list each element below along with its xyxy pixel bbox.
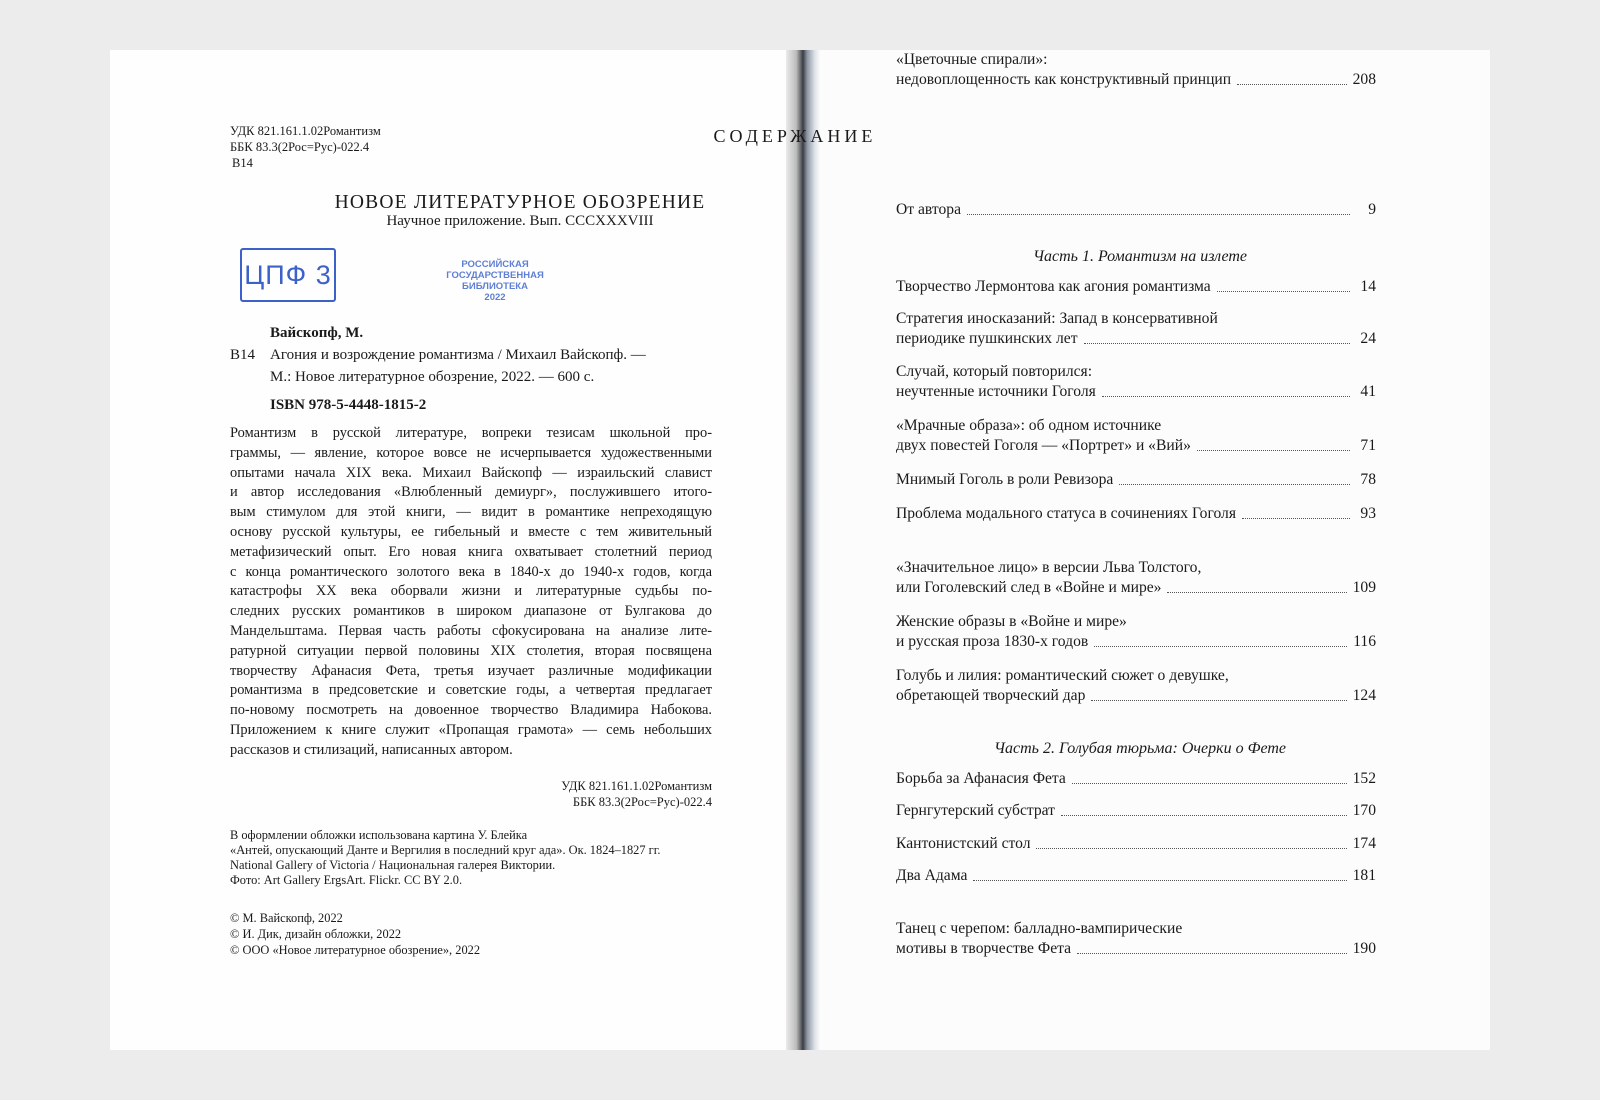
toc-page-number: 170 <box>1352 802 1376 819</box>
udk-code: УДК 821.161.1.02Романтизм <box>230 124 381 138</box>
toc-entry-title: Стратегия иносказаний: Запад в консервативной <box>896 310 1218 327</box>
author-sign: В14 <box>232 156 253 170</box>
toc-page-number: 190 <box>1352 940 1376 957</box>
toc-entry[interactable] <box>896 416 1376 456</box>
author-heading: Вайскопф, М. <box>270 325 364 341</box>
series-line: Научное приложение. Вып. CCCXXXVIII <box>386 213 654 229</box>
abstract-line: по-новому посмотреть на довоенное творчество Владимира Набокова. <box>230 702 712 719</box>
toc-entry-title: Мнимый Гоголь в роли Ревизора <box>896 471 1114 488</box>
toc-page-number: 174 <box>1352 835 1376 852</box>
abstract-line: Приложением к книге служит «Пропащая грамота» — семь небольших <box>230 721 712 738</box>
toc-leader-dots <box>1242 517 1350 519</box>
toc-leader-dots <box>1237 83 1346 85</box>
credit-line: В оформлении обложки использована картина У. Блейка <box>230 828 528 842</box>
credit-line: «Антей, опускающий Данте и Вергилия в последний круг ада». Ок. 1824–1827 гг. <box>230 843 661 857</box>
udk-code: УДК 821.161.1.02Романтизм <box>561 779 712 793</box>
toc-entry[interactable] <box>896 200 1376 220</box>
abstract-line: ратурной ситуации первой половины XIX столетия, вторая посвящена <box>230 642 712 659</box>
toc-entry[interactable] <box>896 769 1376 789</box>
toc-entry-title: От автора <box>896 201 961 218</box>
toc-entry[interactable] <box>896 919 1376 959</box>
toc-entry-title: Творчество Лермонтова как агония романтизма <box>896 278 1211 295</box>
toc-leader-dots <box>1077 952 1347 954</box>
toc-page-number: 41 <box>1360 383 1376 400</box>
cover-credits <box>230 828 661 888</box>
toc-page-number: 71 <box>1360 437 1376 454</box>
toc-entry-title: и русская проза 1830-х годов <box>896 633 1089 650</box>
toc-leader-dots <box>1217 290 1350 292</box>
isbn: ISBN 978-5-4448-1815-2 <box>270 397 427 413</box>
toc-entry-title: периодике пушкинских лет <box>896 330 1078 347</box>
bib-codes-bottom <box>510 778 712 810</box>
toc-leader-dots <box>967 213 1350 215</box>
abstract-line: метафизический опыт. Его новая книга охватывает столетний период <box>230 543 712 560</box>
toc-entry-title: мотивы в творчестве Фета <box>896 940 1072 957</box>
toc-entry[interactable] <box>896 612 1376 652</box>
toc-leader-dots <box>1119 483 1350 485</box>
publisher-title: НОВОЕ ЛИТЕРАТУРНОЕ ОБОЗРЕНИЕ <box>334 192 706 213</box>
toc-leader-dots <box>1072 782 1347 784</box>
abstract-line: вым стимулом для этой книги, — видит в романтике непреходящую <box>230 504 712 521</box>
abstract-line: катастрофы XX века оборвали жизни и литературные судьбы по- <box>230 583 712 600</box>
library-code-stamp: ЦПФ 3 <box>240 248 336 302</box>
toc-leader-dots <box>1084 342 1350 344</box>
toc-entry[interactable] <box>896 558 1376 598</box>
abstract-line: Романтизм в русской литературе, вопреки тезисам школьной про- <box>230 425 712 441</box>
toc-entry[interactable] <box>896 362 1376 402</box>
abstract-line: творчеству Афанасия Фета, третья изучает различные модификации <box>230 662 712 679</box>
rsl-stamp-line: ГОСУДАРСТВЕННАЯ <box>446 270 544 281</box>
abstract-line: и автор исследования «Влюбленный демиург», послужившего итого- <box>230 484 712 501</box>
toc-title: СОДЕРЖАНИЕ <box>713 126 877 146</box>
copyright-block <box>230 910 480 958</box>
toc-leader-dots <box>1197 449 1350 451</box>
abstract-line: следних русских романтиков в широком диапазоне от Булгакова до <box>230 603 712 620</box>
toc-part-heading: Часть 1. Романтизм на излете <box>1032 248 1247 265</box>
toc-entry-title: неучтенные источники Гоголя <box>896 383 1096 400</box>
toc-entry-title: «Мрачные образа»: об одном источнике <box>896 417 1162 434</box>
toc-entry-title: Кантонистский стол <box>896 835 1031 852</box>
toc-entry[interactable] <box>896 470 1376 490</box>
abstract-line: основу русской культуры, ее гибельный и вместе с тем живительный <box>230 523 712 540</box>
toc-entry-title: обретающей творческий дар <box>896 687 1086 704</box>
toc-entry[interactable] <box>896 504 1376 524</box>
toc-entry-title: или Гоголевский след в «Войне и мире» <box>896 579 1162 596</box>
toc-page-number: 124 <box>1352 687 1376 704</box>
abstract-line: рассказов и стилизаций, написанных автором. <box>230 741 513 758</box>
abstract-line: с конца романтического золотого века в 1840-х до 1940-х годов, когда <box>230 563 712 580</box>
toc-leader-dots <box>1091 699 1346 701</box>
toc-leader-dots <box>1061 814 1347 816</box>
toc-entry-title: недовоплощенность как конструктивный принцип <box>896 71 1232 88</box>
rsl-stamp <box>430 259 560 303</box>
toc-page-number: 152 <box>1352 770 1376 787</box>
toc-entry-title: Женские образы в «Войне и мире» <box>896 613 1127 630</box>
toc-entry[interactable] <box>896 277 1376 297</box>
rsl-stamp-line: РОССИЙСКАЯ <box>461 259 529 270</box>
index-tag: В14 <box>230 347 256 363</box>
toc-entry[interactable] <box>896 801 1376 821</box>
credit-line: National Gallery of Victoria / Национальная галерея Виктории. <box>230 858 556 872</box>
toc-page-number: 78 <box>1360 471 1376 488</box>
toc-page-number: 116 <box>1353 633 1376 650</box>
toc-entry-title: Два Адама <box>896 867 968 884</box>
toc-entry[interactable] <box>896 309 1376 349</box>
toc-entry-title: «Цветочные спирали»: <box>896 51 1048 68</box>
toc-leader-dots <box>973 879 1346 881</box>
bbk-code: ББК 83.3(2Рос=Рус)-022.4 <box>230 140 370 154</box>
toc-page-number: 109 <box>1352 579 1376 596</box>
toc-entry[interactable] <box>896 834 1376 854</box>
rsl-stamp-line: БИБЛИОТЕКА <box>462 281 528 292</box>
toc-page-number: 208 <box>1352 71 1376 88</box>
toc-entry-title: двух повестей Гоголя — «Портрет» и «Вий» <box>896 437 1191 454</box>
toc-entry-title: Гернгутерский субстрат <box>896 802 1055 819</box>
toc-leader-dots <box>1094 645 1347 647</box>
toc-page-number: 181 <box>1352 867 1376 884</box>
abstract-line: романтизма в предсоветские и советские годы, а четвертая предлагает <box>230 682 712 699</box>
toc-page-number: 93 <box>1360 505 1376 522</box>
copyright-line: © М. Вайскопф, 2022 <box>230 911 343 925</box>
toc-leader-dots <box>1036 847 1346 849</box>
copyright-line: © ООО «Новое литературное обозрение», 2022 <box>230 943 481 957</box>
toc-entry-title: Танец с черепом: балладно-вампирические <box>896 920 1183 937</box>
toc-entry[interactable] <box>896 866 1376 886</box>
toc-entry[interactable] <box>896 666 1376 706</box>
rsl-stamp-line: 2022 <box>484 292 506 303</box>
book-spread <box>110 50 1490 1050</box>
abstract-paragraph <box>230 424 712 761</box>
toc-page-number: 24 <box>1360 330 1376 347</box>
imprint-line: М.: Новое литературное обозрение, 2022. — 600 с. <box>270 369 595 385</box>
toc-entry-title: Борьба за Афанасия Фета <box>896 770 1066 787</box>
abstract-line: граммы, — явление, которое вовсе не исчерпывается художественными <box>230 444 712 461</box>
toc-entry-title: Голубь и лилия: романтический сюжет о девушке, <box>896 667 1229 684</box>
toc-page-number: 9 <box>1368 201 1376 218</box>
credit-line: Фото: Art Gallery ErgsArt. Flickr. CC BY 2.0. <box>230 873 463 887</box>
toc-page-number: 14 <box>1360 278 1376 295</box>
toc-entry-title: «Значительное лицо» в версии Льва Толстого, <box>896 559 1202 576</box>
book-title-line: Агония и возрождение романтизма / Михаил Вайскопф. — <box>270 347 646 363</box>
toc-entry-title: Случай, который повторился: <box>896 363 1093 380</box>
toc-part-heading: Часть 2. Голубая тюрьма: Очерки о Фете <box>993 740 1287 757</box>
bbk-code: ББК 83.3(2Рос=Рус)-022.4 <box>572 795 712 809</box>
abstract-line: опытами начала XIX века. Михаил Вайскопф — израильский славист <box>230 464 712 481</box>
toc-entry-title: Проблема модального статуса в сочинениях Гоголя <box>896 505 1236 522</box>
toc-entry[interactable] <box>896 50 1376 90</box>
toc-leader-dots <box>1102 395 1350 397</box>
copyright-line: © И. Дик, дизайн обложки, 2022 <box>230 927 402 941</box>
toc-leader-dots <box>1167 591 1346 593</box>
abstract-line: Мандельштама. Первая часть работы сфокусирована на анализе лите- <box>230 622 712 639</box>
